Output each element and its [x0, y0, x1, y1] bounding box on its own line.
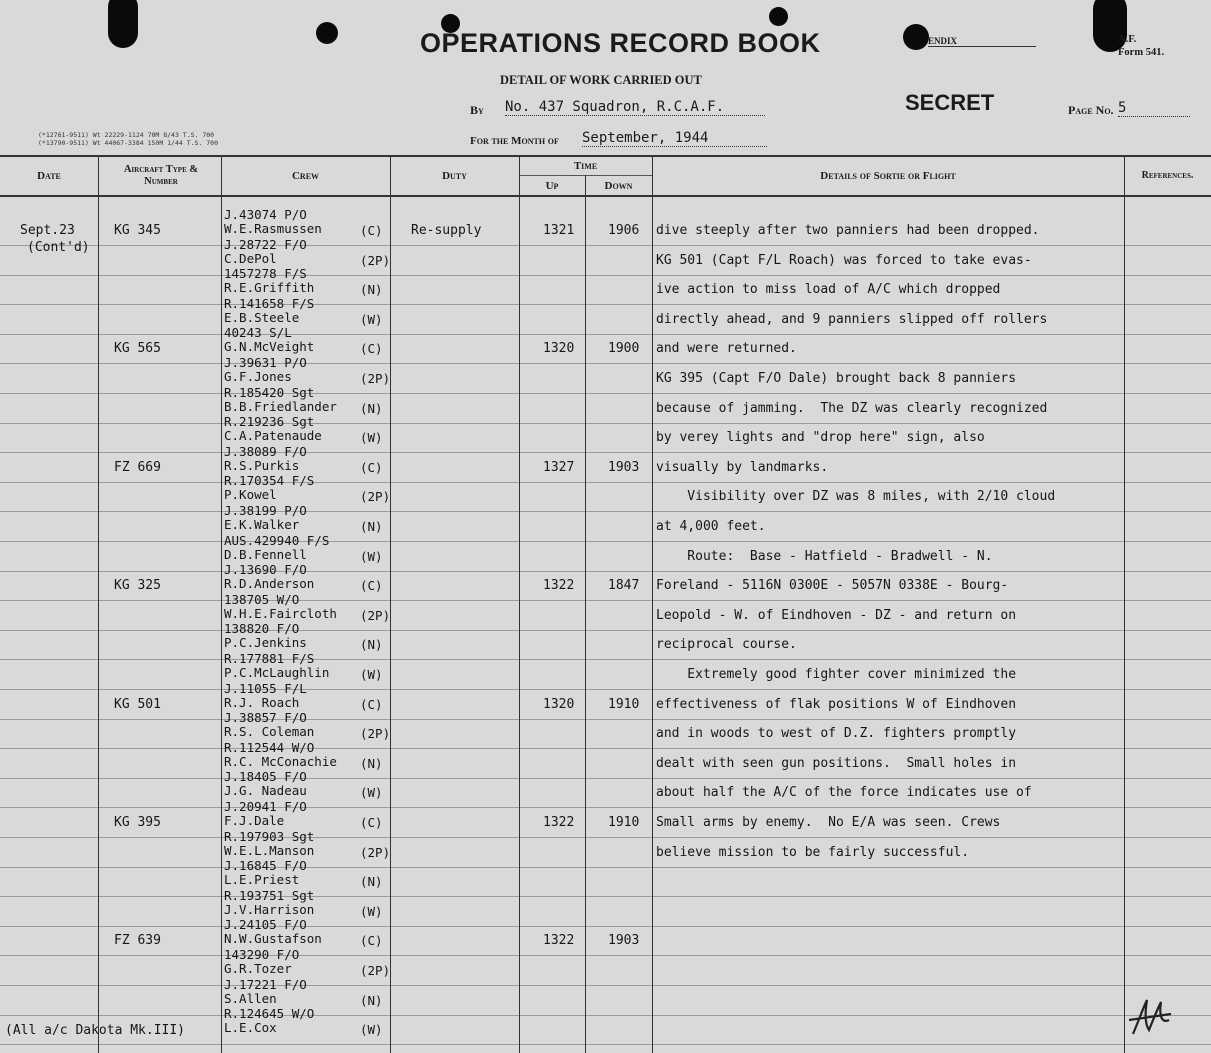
col-divider [652, 155, 653, 1053]
crew-name: P.Kowel [224, 487, 277, 502]
detail-line: and were returned. [656, 341, 797, 356]
time-column-header: Time [573, 160, 598, 172]
details-column-header: Details of Sortie or Flight [820, 170, 956, 182]
crew-position: (W) [360, 312, 383, 327]
crew-service-number: J.28722 F/O [224, 237, 307, 252]
time-down: 1903 [608, 460, 640, 475]
row-rule [0, 393, 1211, 394]
appendix-label: ENDIX [928, 36, 1036, 47]
crew-position: (C) [360, 933, 383, 948]
row-rule [0, 334, 1211, 335]
crew-name: J.G. Nadeau [224, 783, 307, 798]
row-rule [0, 304, 1211, 305]
col-divider [519, 155, 520, 1053]
month-label: For the Month of [470, 135, 559, 147]
crew-service-number: J.11055 F/L [224, 681, 307, 696]
detail-line: visually by landmarks. [656, 460, 829, 475]
col-divider [585, 175, 586, 1053]
crew-column-header: Crew [291, 170, 320, 182]
crew-position: (W) [360, 785, 383, 800]
detail-line: Extremely good fighter cover minimized the [656, 667, 1017, 682]
time-up: 1327 [543, 460, 575, 475]
crew-position: (2P) [360, 253, 391, 268]
page-number-label: Page No. [1068, 103, 1114, 117]
time-up: 1320 [543, 697, 575, 712]
crew-service-number: J.43074 P/O [224, 207, 307, 222]
down-column-header: Down [604, 180, 633, 192]
detail-line: Route: Base - Hatfield - Bradwell - N. [656, 549, 993, 564]
crew-name: R.D.Anderson [224, 576, 315, 591]
crew-name: R.J. Roach [224, 695, 300, 710]
time-up: 1321 [543, 223, 575, 238]
detail-line: reciprocal course. [656, 637, 797, 652]
time-down: 1900 [608, 341, 640, 356]
row-rule [0, 363, 1211, 364]
row-rule [0, 1044, 1211, 1045]
row-rule [0, 659, 1211, 660]
form-line: A.F. [1118, 34, 1137, 45]
entry-date: Sept.23 [20, 223, 75, 238]
row-rule [0, 985, 1211, 986]
crew-name: D.B.Fennell [224, 547, 307, 562]
row-rule [0, 955, 1211, 956]
row-rule [0, 689, 1211, 690]
punch-hole [903, 24, 929, 50]
detail-line: ive action to miss load of A/C which dropped [656, 282, 1001, 297]
row-rule [0, 275, 1211, 276]
crew-name: N.W.Gustafson [224, 931, 322, 946]
crew-position: (W) [360, 430, 383, 445]
crew-service-number: 1457278 F/S [224, 266, 307, 281]
date-column-header: Date [37, 170, 61, 182]
time-down: 1847 [608, 578, 640, 593]
squadron-value: No. 437 Squadron, R.C.A.F. [505, 99, 765, 116]
crew-name: J.V.Harrison [224, 902, 315, 917]
detail-line: at 4,000 feet. [656, 519, 766, 534]
time-up: 1320 [543, 341, 575, 356]
crew-position: (N) [360, 874, 383, 889]
row-rule [0, 867, 1211, 868]
crew-service-number: R.185420 Sgt [224, 385, 315, 400]
time-down: 1906 [608, 223, 640, 238]
col-divider [98, 155, 99, 1053]
crew-name: E.K.Walker [224, 517, 300, 532]
crew-service-number: J.13690 F/O [224, 562, 307, 577]
crew-position: (W) [360, 904, 383, 919]
crew-service-number: 143290 F/O [224, 947, 300, 962]
crew-position: (C) [360, 815, 383, 830]
crew-service-number: J.38857 F/O [224, 710, 307, 725]
detail-line: Leopold - W. of Eindhoven - DZ - and return on [656, 608, 1017, 623]
crew-service-number: J.17221 F/O [224, 977, 307, 992]
crew-position: (N) [360, 993, 383, 1008]
crew-position: (N) [360, 637, 383, 652]
row-rule [0, 1015, 1211, 1016]
crew-name: G.R.Tozer [224, 961, 292, 976]
crew-name: B.B.Friedlander [224, 399, 337, 414]
detail-line: Foreland - 5116N 0300E - 5057N 0338E - Bourg- [656, 578, 1009, 593]
detail-line: effectiveness of flak positions W of Eindhoven [656, 697, 1017, 712]
crew-service-number: R.177881 F/S [224, 651, 315, 666]
duty-column-header: Duty [442, 170, 467, 182]
row-rule [0, 896, 1211, 897]
crew-service-number: R.219236 Sgt [224, 414, 315, 429]
crew-position: (2P) [360, 371, 391, 386]
crew-position: (N) [360, 401, 383, 416]
col-divider [1124, 155, 1125, 1053]
row-rule [0, 511, 1211, 512]
crew-name: L.E.Priest [224, 872, 300, 887]
crew-name: R.C. McConachie [224, 754, 337, 769]
page-title: OPERATIONS RECORD BOOK [420, 28, 821, 58]
punch-hole [769, 7, 788, 26]
crew-position: (C) [360, 223, 383, 238]
crew-name: F.J.Dale [224, 813, 285, 828]
imprint-line: (*13790-9511) Wt 44067-3384 150M 1/44 T.S. 700 [38, 139, 219, 147]
row-rule [0, 926, 1211, 927]
crew-name: E.B.Steele [224, 310, 300, 325]
crew-service-number: R.124645 W/O [224, 1006, 315, 1021]
detail-line: dealt with seen gun positions. Small holes in [656, 756, 1017, 771]
aircraft-number: KG 501 [114, 697, 161, 712]
time-down: 1910 [608, 697, 640, 712]
crew-position: (C) [360, 341, 383, 356]
header-bottom-rule [0, 195, 1211, 197]
crew-name: R.S. Coleman [224, 724, 315, 739]
crew-service-number: 138820 F/O [224, 621, 300, 636]
row-rule [0, 245, 1211, 246]
crew-service-number: R.197903 Sgt [224, 829, 315, 844]
row-rule [0, 719, 1211, 720]
row-rule [0, 807, 1211, 808]
crew-service-number: J.38199 P/O [224, 503, 307, 518]
crew-service-number: R.112544 W/O [224, 740, 315, 755]
aircraft-number: KG 325 [114, 578, 161, 593]
crew-name: P.C.McLaughlin [224, 665, 330, 680]
aircraft-number: KG 345 [114, 223, 161, 238]
crew-name: S.Allen [224, 991, 277, 1006]
crew-position: (2P) [360, 726, 391, 741]
crew-service-number: J.20941 F/O [224, 799, 307, 814]
time-down: 1903 [608, 933, 640, 948]
crew-name: C.A.Patenaude [224, 428, 322, 443]
up-column-header: Up [545, 180, 559, 192]
crew-service-number: J.38089 F/O [224, 444, 307, 459]
crew-name: C.DePol [224, 251, 277, 266]
crew-service-number: 138705 W/O [224, 592, 300, 607]
detail-line: because of jamming. The DZ was clearly recognized [656, 401, 1048, 416]
printer-imprint [38, 131, 218, 147]
references-column-header: References. [1141, 170, 1194, 181]
row-rule [0, 837, 1211, 838]
time-up: 1322 [543, 578, 575, 593]
crew-service-number: R.170354 F/S [224, 473, 315, 488]
aircraft-number: KG 565 [114, 341, 161, 356]
punch-hole [316, 22, 338, 44]
crew-service-number: J.16845 F/O [224, 858, 307, 873]
month-value: September, 1944 [582, 130, 767, 147]
col-divider [390, 155, 391, 1053]
crew-position: (2P) [360, 489, 391, 504]
secret-stamp: SECRET [905, 90, 995, 115]
form-number [1118, 33, 1164, 59]
row-rule [0, 452, 1211, 453]
col-divider [221, 155, 222, 1053]
detail-line: about half the A/C of the force indicates use of [656, 785, 1032, 800]
row-rule [0, 630, 1211, 631]
signature-initials [1125, 990, 1175, 1040]
detail-line: and in woods to west of D.Z. fighters promptly [656, 726, 1017, 741]
crew-name: L.E.Cox [224, 1020, 277, 1035]
detail-line: Visibility over DZ was 8 miles, with 2/10 cloud [656, 489, 1056, 504]
page-subtitle: DETAIL OF WORK CARRIED OUT [500, 73, 702, 87]
imprint-line: (*12761-9511) Wt 22229-1124 70M 8/43 T.S. 700 [38, 131, 215, 139]
time-up: 1322 [543, 933, 575, 948]
crew-position: (W) [360, 1022, 383, 1037]
crew-position: (C) [360, 578, 383, 593]
crew-name: G.F.Jones [224, 369, 292, 384]
aircraft-footnote: (All a/c Dakota Mk.III) [5, 1023, 186, 1038]
detail-line: believe mission to be fairly successful. [656, 845, 970, 860]
detail-line: Small arms by enemy. No E/A was seen. Crews [656, 815, 1001, 830]
crew-position: (N) [360, 282, 383, 297]
page-number-value: 5 [1118, 100, 1190, 117]
crew-name: W.H.E.Faircloth [224, 606, 337, 621]
crew-service-number: J.18405 F/O [224, 769, 307, 784]
crew-name: R.E.Griffith [224, 280, 315, 295]
crew-service-number: AUS.429940 F/S [224, 533, 330, 548]
detail-line: by verey lights and "drop here" sign, also [656, 430, 985, 445]
row-rule [0, 600, 1211, 601]
crew-name: R.S.Purkis [224, 458, 300, 473]
crew-name: P.C.Jenkins [224, 635, 307, 650]
crew-position: (W) [360, 549, 383, 564]
aircraft-column-header: Aircraft Type & Number [123, 164, 199, 187]
entry-date-note: (Cont'd) [27, 240, 90, 255]
crew-service-number: R.193751 Sgt [224, 888, 315, 903]
crew-service-number: 40243 S/L [224, 325, 292, 340]
punch-hole [108, 0, 138, 48]
form-line: Form 541. [1118, 47, 1165, 58]
crew-name: W.E.L.Manson [224, 843, 315, 858]
crew-position: (N) [360, 519, 383, 534]
crew-service-number: J.24105 F/O [224, 917, 307, 932]
detail-line: dive steeply after two panniers had been dropped. [656, 223, 1040, 238]
crew-position: (N) [360, 756, 383, 771]
aircraft-number: KG 395 [114, 815, 161, 830]
row-rule [0, 778, 1211, 779]
by-label: By [470, 103, 484, 117]
crew-name: G.N.McVeight [224, 339, 315, 354]
time-down: 1910 [608, 815, 640, 830]
row-rule [0, 541, 1211, 542]
crew-position: (2P) [360, 963, 391, 978]
crew-position: (C) [360, 460, 383, 475]
crew-service-number: R.141658 F/S [224, 296, 315, 311]
row-rule [0, 482, 1211, 483]
row-rule [0, 748, 1211, 749]
detail-line: KG 395 (Capt F/O Dale) brought back 8 panniers [656, 371, 1017, 386]
row-rule [0, 423, 1211, 424]
table-top-rule [0, 155, 1211, 157]
crew-position: (C) [360, 697, 383, 712]
crew-service-number: J.39631 P/O [224, 355, 307, 370]
aircraft-number: FZ 639 [114, 933, 161, 948]
time-up: 1322 [543, 815, 575, 830]
crew-position: (2P) [360, 845, 391, 860]
crew-position: (2P) [360, 608, 391, 623]
detail-line: directly ahead, and 9 panniers slipped off rollers [656, 312, 1048, 327]
crew-name: W.E.Rasmussen [224, 221, 322, 236]
aircraft-number: FZ 669 [114, 460, 161, 475]
row-rule [0, 571, 1211, 572]
duty-value: Re-supply [411, 223, 482, 238]
crew-position: (W) [360, 667, 383, 682]
detail-line: KG 501 (Capt F/L Roach) was forced to take evas- [656, 253, 1032, 268]
